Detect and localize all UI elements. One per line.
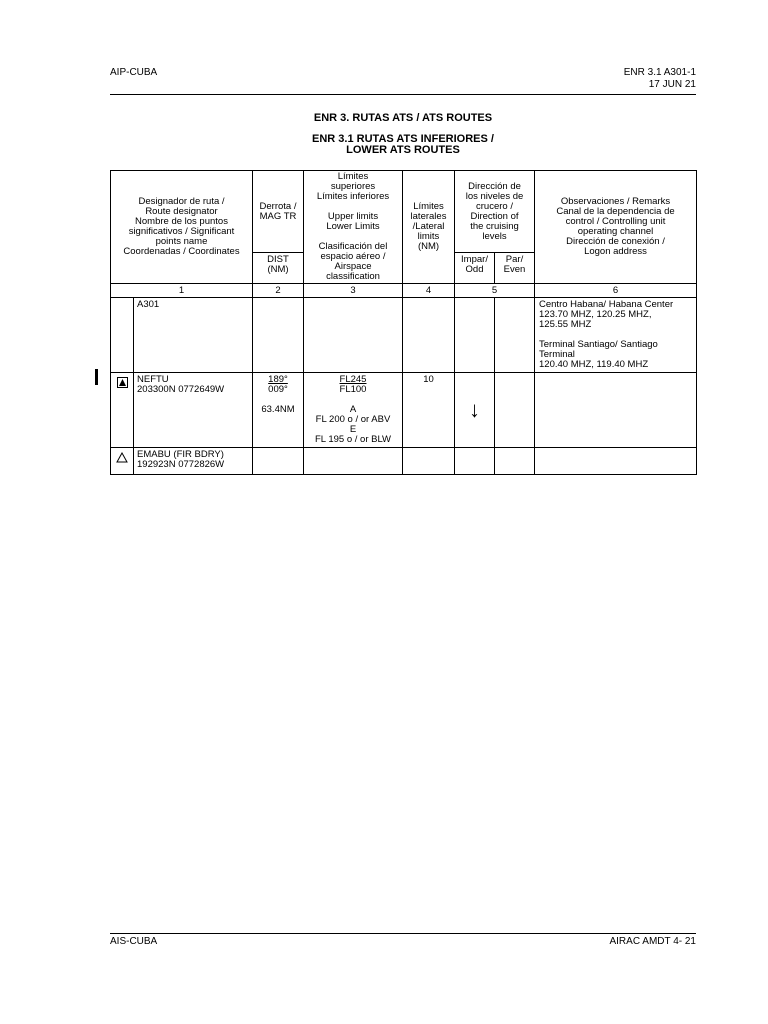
compulsory-reporting-point-icon	[117, 377, 128, 388]
point-coords: 192923N 0772826W	[137, 459, 225, 470]
header-left: AIP-CUBA	[110, 67, 158, 78]
header-limits: Límites superiores Límites inferiores Upper limits Lower Limits Clasificación del espacio aéreo / Airspace classification	[304, 171, 403, 284]
point-name-cell	[134, 448, 253, 475]
point-row-emabu	[111, 448, 697, 475]
page-footer	[110, 933, 696, 947]
route-symbol-cell	[111, 298, 134, 373]
col-number-5: 5	[455, 284, 535, 298]
page-titles	[110, 112, 696, 156]
point-row-neftu	[111, 373, 697, 448]
footer-right: AIRAC AMDT 4- 21	[609, 936, 696, 947]
header-even: Par/ Even	[495, 253, 535, 284]
subsection-title	[110, 134, 696, 156]
header-remarks: Observaciones / Remarks Canal de la dependencia de control / Controlling unit operating channel Dirección de conexión / Logon address	[535, 171, 697, 284]
page-header	[110, 66, 696, 95]
col-number-4: 4	[403, 284, 455, 298]
point-name: NEFTU	[137, 374, 169, 385]
header-designator: Designador de ruta / Route designator Nombre de los puntos significativos / Significant points name Coordenadas / Coordinates	[111, 171, 253, 284]
route-row	[111, 298, 697, 373]
header-row	[111, 171, 697, 253]
point-symbol-cell	[111, 373, 134, 448]
header-distance: DIST (NM)	[253, 253, 304, 284]
route-remarks: Centro Habana/ Habana Center 123.70 MHZ, 120.25 MHZ, 125.55 MHZ Terminal Santiago/ Santiago Terminal 120.40 MHZ, 119.40 MHZ	[535, 298, 697, 373]
point-name: EMABU (FIR BDRY)	[137, 449, 224, 460]
routes-table	[110, 170, 697, 475]
limits-cell: FL245 FL100 A FL 200 o / or ABV E FL 195 o / or BLW	[304, 373, 403, 448]
col-number-2: 2	[253, 284, 304, 298]
lateral-limits-value: 10	[403, 373, 455, 448]
subsection-title-line1: ENR 3.1 RUTAS ATS INFERIORES /	[312, 133, 494, 145]
col-number-1: 1	[111, 284, 253, 298]
header-cruising-direction: Dirección de los niveles de crucero / Direction of the cruising levels	[455, 171, 535, 253]
section-title: ENR 3. RUTAS ATS / ATS ROUTES	[313, 112, 493, 124]
col-number-6: 6	[535, 284, 697, 298]
header-right	[624, 67, 696, 91]
distance: 63.4NM	[261, 404, 295, 415]
header-lateral-limits: Límites laterales /Lateral limits (NM)	[403, 171, 455, 284]
route-designator: A301	[134, 298, 253, 373]
header-track: Derrota / MAG TR	[253, 171, 304, 253]
track-cell: 189° 009° 63.4NM	[253, 373, 304, 448]
column-number-row	[111, 284, 697, 298]
subsection-title-line2: LOWER ATS ROUTES	[346, 144, 460, 156]
header-date: 17 JUN 21	[648, 79, 696, 90]
amendment-bar	[95, 369, 98, 385]
point-name-cell	[134, 373, 253, 448]
non-compulsory-reporting-point-icon	[116, 452, 128, 463]
header-odd: Impar/ Odd	[455, 253, 495, 284]
point-coords: 203300N 0772649W	[137, 384, 225, 395]
header-doc-ref: ENR 3.1 A301-1	[623, 67, 696, 78]
down-arrow-icon: ↓	[455, 373, 495, 448]
footer-left: AIS-CUBA	[110, 936, 158, 947]
col-number-3: 3	[304, 284, 403, 298]
point-symbol-cell	[111, 448, 134, 475]
